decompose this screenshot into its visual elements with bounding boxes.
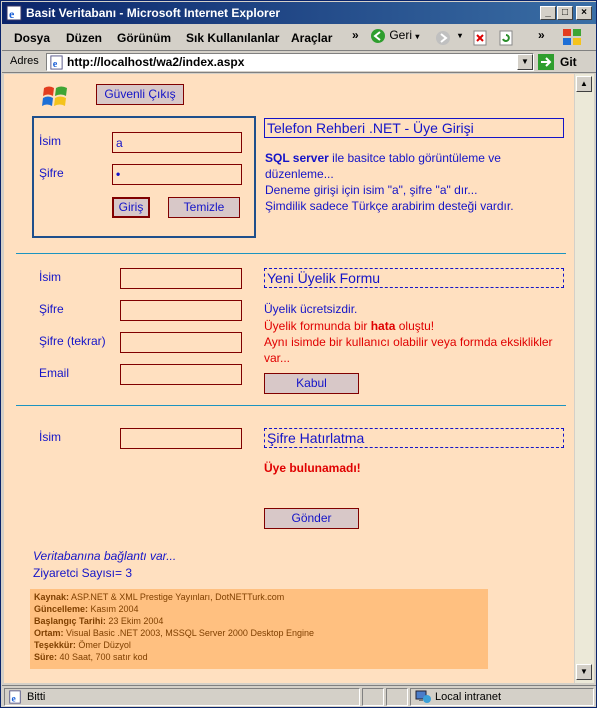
register-name-input[interactable] — [120, 268, 242, 289]
address-input[interactable] — [46, 53, 534, 71]
footer-line: Teşekkür: Ömer Düzyol — [34, 640, 131, 650]
db-status: Veritabanına bağlantı var... — [33, 549, 177, 563]
local-intranet-icon — [415, 690, 431, 704]
windows-logo-icon — [560, 26, 586, 48]
scroll-down-icon[interactable]: ▼ — [576, 664, 592, 680]
stop-icon[interactable] — [472, 30, 488, 46]
footer-line: Güncelleme: Kasım 2004 — [34, 604, 139, 614]
menu-file[interactable]: Dosya — [14, 31, 51, 45]
address-dropdown-icon[interactable]: ▼ — [517, 54, 533, 70]
go-button[interactable] — [538, 54, 594, 70]
vertical-scrollbar[interactable] — [575, 74, 594, 683]
register-password2-label: Şifre (tekrar) — [39, 334, 106, 348]
close-button[interactable]: × — [576, 6, 592, 20]
status-text-cell — [4, 688, 360, 706]
minimize-button[interactable]: _ — [540, 6, 556, 20]
page-content — [4, 74, 574, 683]
maximize-button[interactable]: □ — [557, 6, 573, 20]
address-bar — [2, 51, 596, 73]
page-icon — [49, 55, 64, 70]
zone-cell — [410, 688, 594, 706]
zone-text: Local intranet — [435, 691, 502, 703]
remind-name-label: İsim — [39, 430, 61, 444]
ie-icon — [6, 5, 22, 21]
menu-edit[interactable]: Düzen — [66, 31, 102, 45]
login-password-input[interactable]: • — [112, 164, 242, 185]
footer-line: Başlangıç Tarihi: 23 Ekim 2004 — [34, 616, 164, 626]
menu-overflow-icon[interactable]: » — [352, 28, 359, 42]
register-title: Yeni Üyelik Formu — [264, 268, 564, 288]
login-title: Telefon Rehberi .NET - Üye Girişi — [264, 118, 564, 138]
menu-favorites[interactable]: Sık Kullanılanlar — [186, 31, 280, 45]
login-description: SQL server ile basitce tablo görüntüleme ve düzenleme... Deneme girişi için isim "a", şifre "a" dır... Şimdilik sadece Türkçe arabirim desteği vardır. — [265, 151, 514, 213]
divider — [16, 253, 566, 254]
login-password-label: Şifre — [39, 166, 64, 180]
divider — [16, 405, 566, 406]
windows-flag-logo-icon — [40, 82, 74, 112]
status-text: Bitti — [27, 691, 46, 703]
register-password-input[interactable] — [120, 300, 242, 321]
page-done-icon — [8, 690, 22, 704]
forward-arrow-icon[interactable] — [435, 30, 451, 46]
remind-name-input[interactable] — [120, 428, 242, 449]
clear-button[interactable]: Temizle — [168, 197, 240, 218]
menu-view[interactable]: Görünüm — [117, 31, 171, 45]
back-button[interactable]: Geri ▾ — [370, 28, 419, 44]
toolbar-overflow-icon[interactable]: » — [538, 28, 545, 42]
menu-tools[interactable]: Araçlar — [291, 31, 333, 45]
register-email-label: Email — [39, 366, 70, 380]
forward-dropdown-icon[interactable]: ▾ — [458, 31, 463, 40]
footer-line: Kaynak: ASP.NET & XML Prestige Yayınları, DotNETTurk.com — [34, 592, 285, 602]
register-email-input[interactable] — [120, 364, 242, 385]
register-password2-input[interactable] — [120, 332, 242, 353]
remind-title: Şifre Hatırlatma — [264, 428, 564, 448]
back-arrow-icon — [370, 28, 386, 44]
title-bar — [2, 2, 596, 24]
svg-text:e: e — [11, 693, 16, 704]
register-password-label: Şifre — [39, 302, 64, 316]
svg-text:e: e — [52, 59, 58, 70]
register-error: Üyelik formunda bir hata oluştu! Aynı isimde bir kullanıcı olabilir veya formda eksiklikler var... — [264, 319, 553, 365]
menu-bar — [2, 25, 596, 51]
remind-not-found: Üye bulunamadı! — [264, 461, 361, 475]
logout-button[interactable]: Güvenli Çıkış — [96, 84, 184, 105]
visitor-count: Ziyaretci Sayısı= 3 — [33, 566, 133, 580]
register-name-label: İsim — [39, 270, 61, 284]
login-button[interactable]: Giriş — [112, 197, 150, 218]
login-name-input[interactable]: a — [112, 132, 242, 153]
login-name-label: İsim — [39, 134, 61, 148]
refresh-icon[interactable] — [498, 30, 514, 46]
footer-line: Ortam: Visual Basic .NET 2003, MSSQL Server 2000 Desktop Engine — [34, 628, 314, 638]
address-url: http://localhost/wa2/index.aspx — [67, 55, 245, 69]
go-label: Git — [560, 55, 577, 69]
window-title: Basit Veritabanı - Microsoft Internet Explorer — [26, 6, 281, 20]
go-arrow-icon — [538, 54, 554, 70]
accept-button[interactable]: Kabul — [264, 373, 359, 394]
register-free-text: Üyelik ücretsizdir. — [264, 302, 358, 316]
status-bar — [2, 685, 596, 707]
footer-line: Süre: 40 Saat, 700 satır kod — [34, 652, 148, 662]
send-button[interactable]: Gönder — [264, 508, 359, 529]
svg-text:e: e — [9, 7, 15, 21]
scroll-up-icon[interactable]: ▲ — [576, 76, 592, 92]
address-label: Adres — [10, 55, 39, 67]
footer-info — [30, 589, 488, 669]
